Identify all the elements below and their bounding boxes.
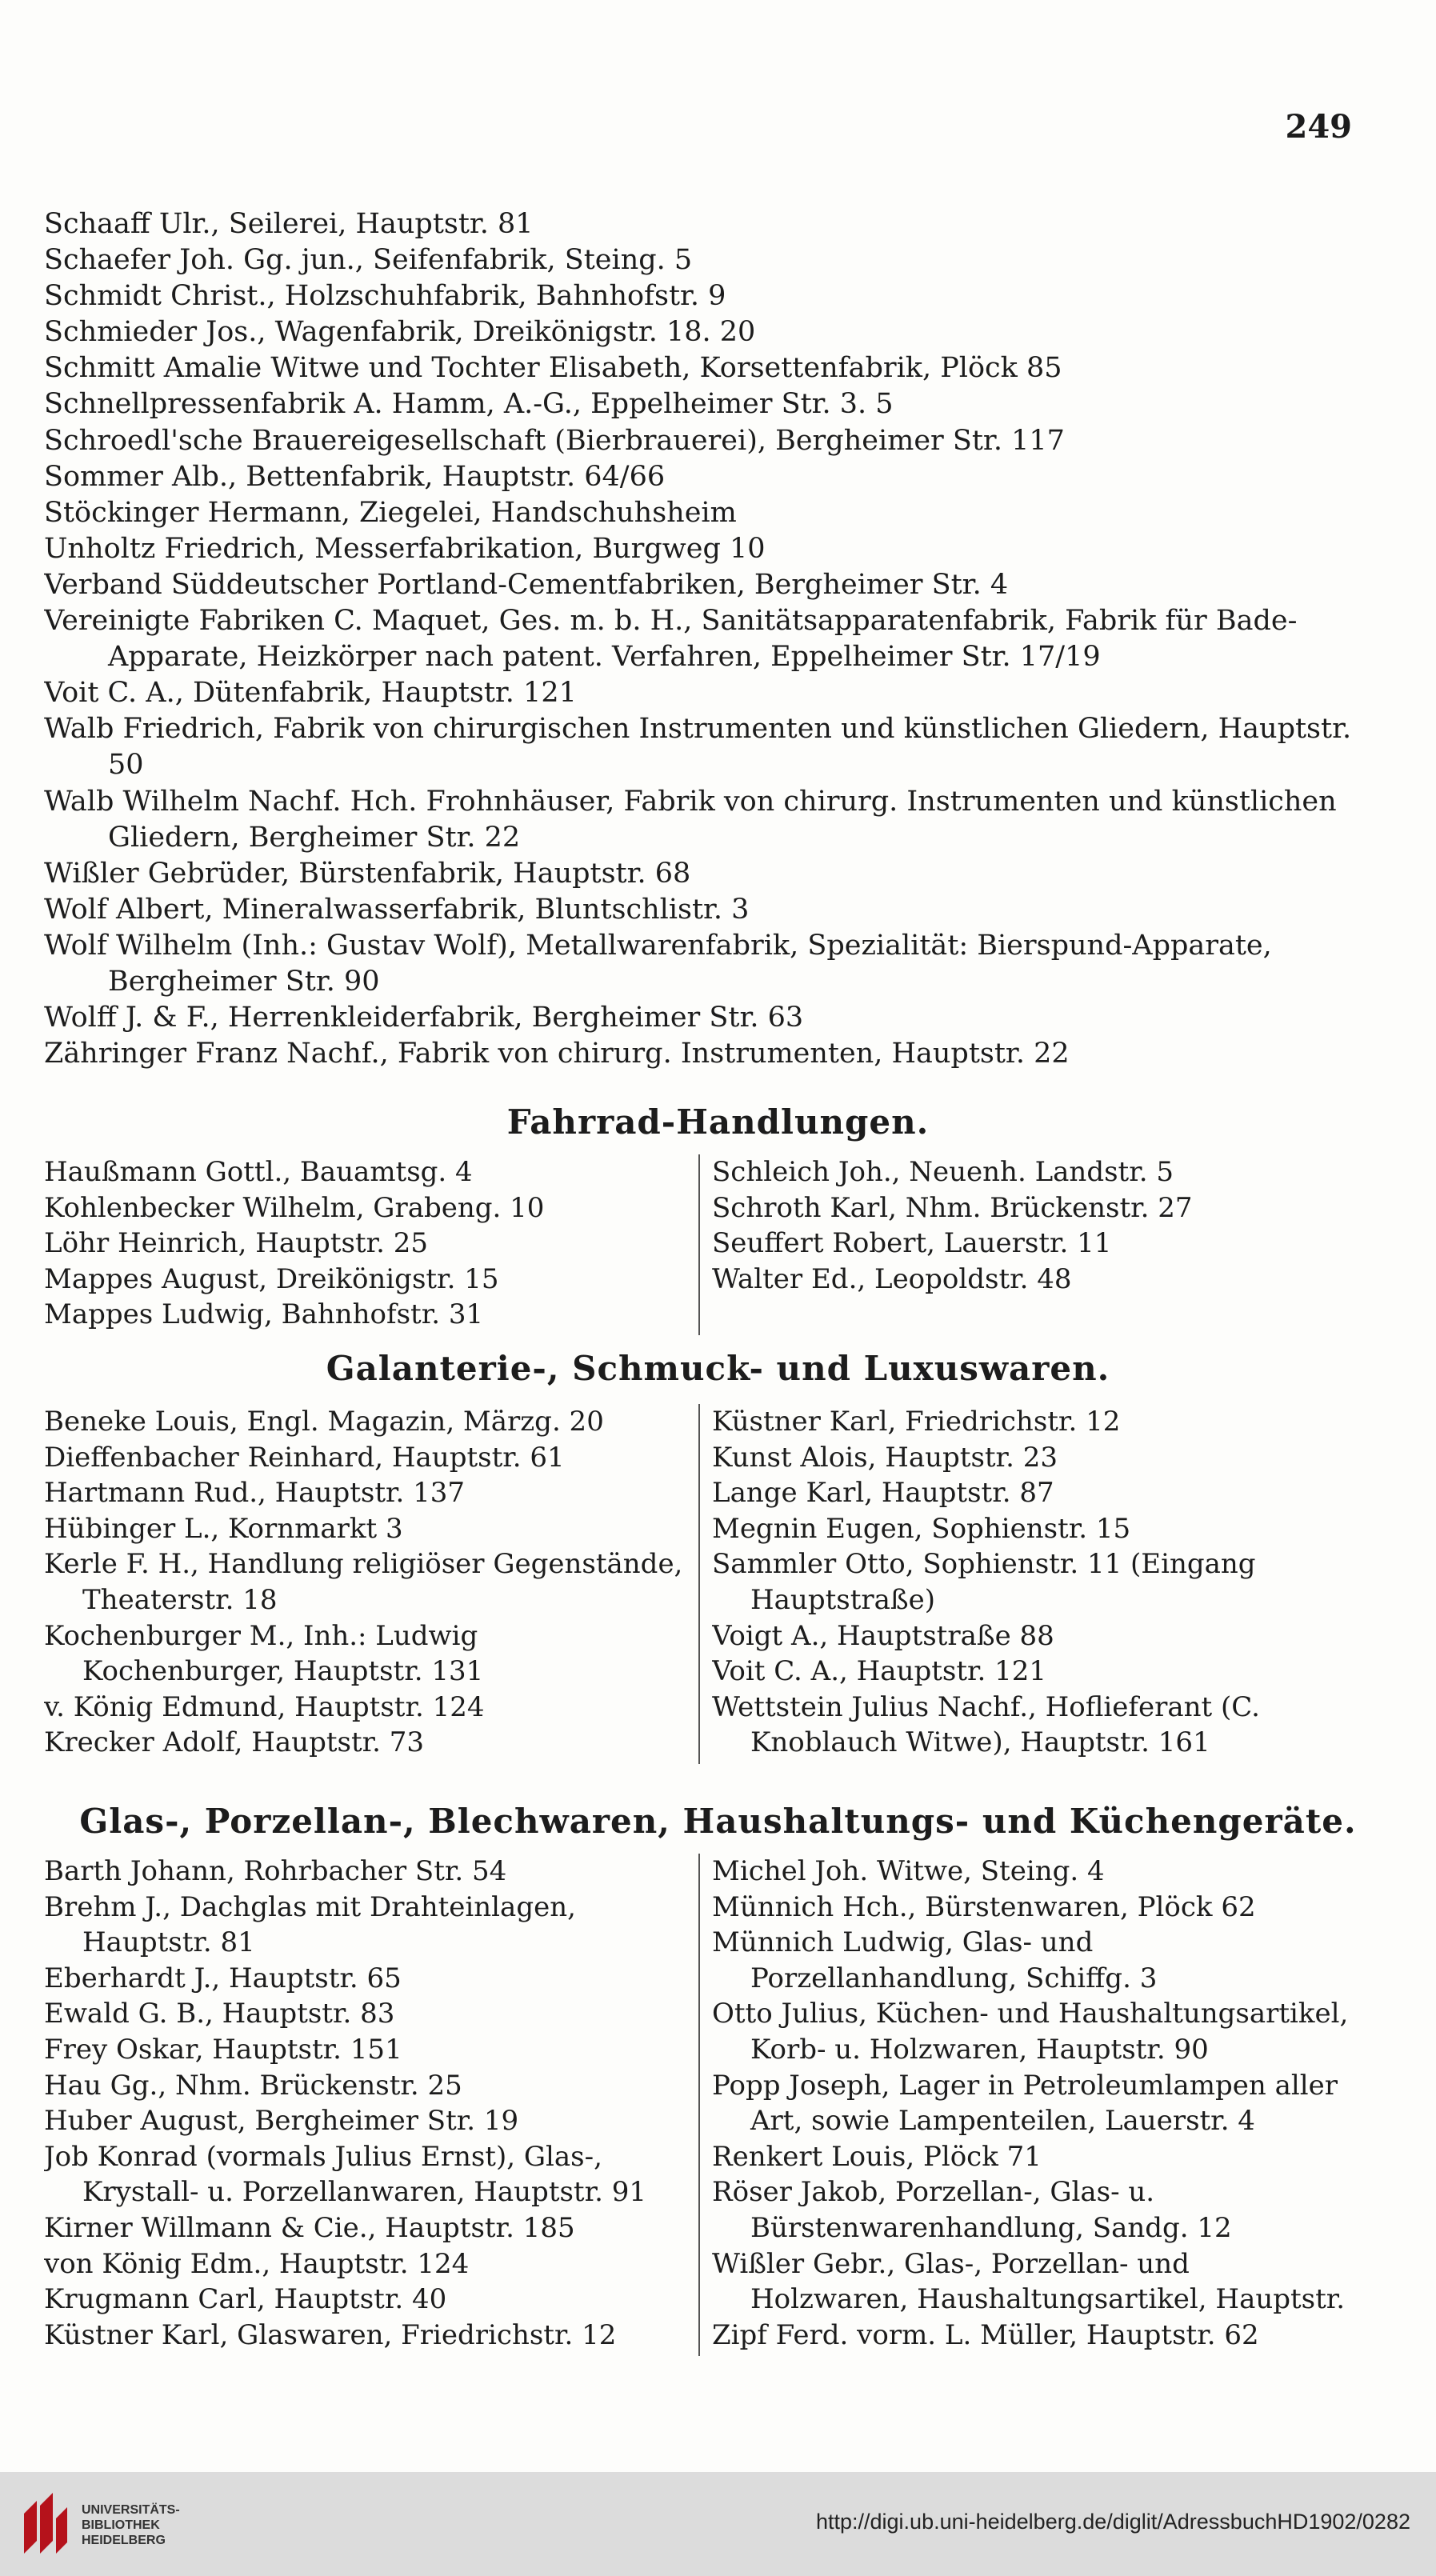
right-column <box>712 1854 1352 2353</box>
list-item: Frey Oskar, Hauptstr. 151 <box>44 2033 402 2066</box>
list-item: Unholtz Friedrich, Messerfabrikation, Burgweg 10 <box>44 532 766 565</box>
list-item: von König Edm., Hauptstr. 124 <box>44 2247 470 2280</box>
list-item: Renkert Louis, Plöck 71 <box>712 2140 1042 2173</box>
list-item: Voigt A., Hauptstraße 88 <box>712 1619 1054 1652</box>
list-item: Kerle F. H., Handlung religiöser Gegenstände, Theaterstr. 18 <box>44 1548 683 1616</box>
list-item: Voit C. A., Dütenfabrik, Hauptstr. 121 <box>44 677 577 710</box>
list-item: Hübinger L., Kornmarkt 3 <box>44 1512 403 1545</box>
list-item: Röser Jakob, Porzellan-, Glas- u. Bürstenwarenhandlung, Sandg. 12 <box>712 2176 1232 2244</box>
list-item: Sommer Alb., Bettenfabrik, Hauptstr. 64/66 <box>44 460 666 493</box>
list-item: Haußmann Gottl., Bauamtsg. 4 <box>44 1156 473 1188</box>
list-item: Huber August, Bergheimer Str. 19 <box>44 2105 519 2138</box>
right-column <box>712 1404 1352 1761</box>
list-item: Megnin Eugen, Sophienstr. 15 <box>712 1512 1131 1545</box>
list-item: Küstner Karl, Friedrichstr. 12 <box>712 1406 1121 1438</box>
list-item: Kohlenbecker Wilhelm, Grabeng. 10 <box>44 1191 545 1224</box>
list-item: Krecker Adolf, Hauptstr. 73 <box>44 1726 425 1759</box>
list-item: Barth Johann, Rohrbacher Str. 54 <box>44 1855 507 1887</box>
list-item: Walb Wilhelm Nachf. Hch. Frohnhäuser, Fabrik von chirurg. Instrumenten und künstlichen Gliedern, Bergheimer Str. 22 <box>44 785 1337 854</box>
right-column <box>712 1154 1352 1297</box>
list-item: Schroedl'sche Brauereigesellschaft (Bierbrauerei), Bergheimer Str. 117 <box>44 424 1065 457</box>
list-item: Wolf Albert, Mineralwasserfabrik, Bluntschlistr. 3 <box>44 893 750 926</box>
section-glas-columns <box>44 1854 1364 2366</box>
section-title-galanterie: Galanterie-, Schmuck- und Luxuswaren. <box>326 1349 1110 1388</box>
list-item: Münnich Ludwig, Glas- und Porzellanhandlung, Schiffg. 3 <box>712 1926 1158 1994</box>
section-fahrrad-columns <box>44 1154 1364 1338</box>
list-item: Job Konrad (vormals Julius Ernst), Glas-, Krystall- u. Porzellanwaren, Hauptstr. 91 <box>44 2140 646 2209</box>
list-item: Schleich Joh., Neuenh. Landstr. 5 <box>712 1156 1174 1188</box>
permalink-url[interactable]: http://digi.ub.uni-heidelberg.de/diglit/AdressbuchHD1902/0282 <box>815 2510 1410 2534</box>
list-item: Löhr Heinrich, Hauptstr. 25 <box>44 1227 428 1260</box>
list-item: Vereinigte Fabriken C. Maquet, Ges. m. b. H., Sanitätsapparatenfabrik, Fabrik für Bade-Apparate, Heizkörper nach patent. Verfahren, Eppelheimer Str. 17/19 <box>44 605 1298 674</box>
list-item: Stöckinger Hermann, Ziegelei, Handschuhsheim <box>44 496 737 529</box>
list-item: v. König Edmund, Hauptstr. 124 <box>44 1690 485 1723</box>
list-item: Wißler Gebr., Glas-, Porzellan- und Holzwaren, Haushaltungsartikel, Hauptstr. <box>712 2247 1346 2316</box>
list-item: Walter Ed., Leopoldstr. 48 <box>712 1262 1072 1295</box>
section-galanterie-columns <box>44 1404 1364 1772</box>
list-item: Schaaff Ulr., Seilerei, Hauptstr. 81 <box>44 208 534 240</box>
list-item: Lange Karl, Hauptstr. 87 <box>712 1477 1054 1510</box>
left-column <box>44 1854 684 2353</box>
list-item: Kunst Alois, Hauptstr. 23 <box>712 1441 1058 1474</box>
list-item: Hau Gg., Nhm. Brückenstr. 25 <box>44 2069 462 2102</box>
logo-line: UNIVERSITÄTS- <box>82 2503 180 2517</box>
list-item: Küstner Karl, Glaswaren, Friedrichstr. 12 <box>44 2318 617 2351</box>
list-item: Ewald G. B., Hauptstr. 83 <box>44 1998 395 2030</box>
list-item: Kirner Willmann & Cie., Hauptstr. 185 <box>44 2211 575 2244</box>
section-title-fahrrad: Fahrrad-Handlungen. <box>506 1102 930 1142</box>
list-item: Wolff J. & F., Herrenkleiderfabrik, Bergheimer Str. 63 <box>44 1002 804 1034</box>
list-item: Kochenburger M., Inh.: Ludwig Kochenburger, Hauptstr. 131 <box>44 1619 484 1688</box>
viewer-footer <box>0 2472 1436 2576</box>
list-item: Brehm J., Dachglas mit Drahteinlagen, Hauptstr. 81 <box>44 1890 576 1959</box>
list-item: Mappes August, Dreikönigstr. 15 <box>44 1262 499 1295</box>
logo-line: HEIDELBERG <box>82 2534 166 2547</box>
section-title-glas: Glas-, Porzellan-, Blechwaren, Haushaltungs- und Küchengeräte. <box>79 1802 1357 1841</box>
list-item: Beneke Louis, Engl. Magazin, Märzg. 20 <box>44 1406 604 1438</box>
list-item: Schaefer Joh. Gg. jun., Seifenfabrik, Steing. 5 <box>44 244 693 277</box>
list-item: Walb Friedrich, Fabrik von chirurgischen Instrumenten und künstlichen Gliedern, Hauptstr. 50 <box>44 713 1352 782</box>
list-item: Hartmann Rud., Hauptstr. 137 <box>44 1477 466 1510</box>
list-item: Schmidt Christ., Holzschuhfabrik, Bahnhofstr. 9 <box>44 280 726 313</box>
left-column <box>44 1154 684 1333</box>
list-item: Zipf Ferd. vorm. L. Müller, Hauptstr. 62 <box>712 2318 1259 2351</box>
left-column <box>44 1404 684 1761</box>
university-library-logo <box>18 2490 74 2560</box>
list-item: Otto Julius, Küchen- und Haushaltungsartikel, Korb- u. Holzwaren, Hauptstr. 90 <box>712 1998 1349 2066</box>
list-item: Wißler Gebrüder, Bürstenfabrik, Hauptstr. 68 <box>44 857 691 890</box>
list-item: Schmieder Jos., Wagenfabrik, Dreikönigstr. 18. 20 <box>44 316 756 349</box>
list-item: Eberhardt J., Hauptstr. 65 <box>44 1962 402 1994</box>
list-item: Verband Süddeutscher Portland-Cementfabriken, Bergheimer Str. 4 <box>44 568 1009 601</box>
logo-line: BIBLIOTHEK <box>82 2518 160 2532</box>
column-divider <box>698 1154 700 1335</box>
list-item: Dieffenbacher Reinhard, Hauptstr. 61 <box>44 1441 565 1474</box>
list-item: Schnellpressenfabrik A. Hamm, A.-G., Eppelheimer Str. 3. 5 <box>44 388 894 421</box>
list-item: Wolf Wilhelm (Inh.: Gustav Wolf), Metallwarenfabrik, Spezialität: Bierspund-Apparate, Bergheimer Str. 90 <box>44 929 1272 998</box>
column-divider <box>698 1854 700 2356</box>
list-item: Popp Joseph, Lager in Petroleumlampen aller Art, sowie Lampenteilen, Lauerstr. 4 <box>712 2069 1338 2138</box>
list-item: Seuffert Robert, Lauerstr. 11 <box>712 1227 1112 1260</box>
list-item: Michel Joh. Witwe, Steing. 4 <box>712 1855 1105 1887</box>
list-item: Voit C. A., Hauptstr. 121 <box>712 1655 1047 1688</box>
list-item: Schmitt Amalie Witwe und Tochter Elisabeth, Korsettenfabrik, Plöck 85 <box>44 352 1062 385</box>
list-item: Münnich Hch., Bürstenwaren, Plöck 62 <box>712 1890 1256 1923</box>
logo-text <box>82 2502 180 2548</box>
list-item: Schroth Karl, Nhm. Brückenstr. 27 <box>712 1191 1193 1224</box>
page-number: 249 <box>1285 108 1352 146</box>
list-item: Krugmann Carl, Hauptstr. 40 <box>44 2283 447 2316</box>
list-item: Sammler Otto, Sophienstr. 11 (Eingang Hauptstraße) <box>712 1548 1256 1616</box>
list-item: Mappes Ludwig, Bahnhofstr. 31 <box>44 1298 484 1331</box>
factory-listing <box>44 206 1356 1072</box>
list-item: Zähringer Franz Nachf., Fabrik von chirurg. Instrumenten, Hauptstr. 22 <box>44 1038 1070 1070</box>
list-item: Wettstein Julius Nachf., Hoflieferant (C. Knoblauch Witwe), Hauptstr. 161 <box>712 1690 1260 1759</box>
column-divider <box>698 1404 700 1764</box>
